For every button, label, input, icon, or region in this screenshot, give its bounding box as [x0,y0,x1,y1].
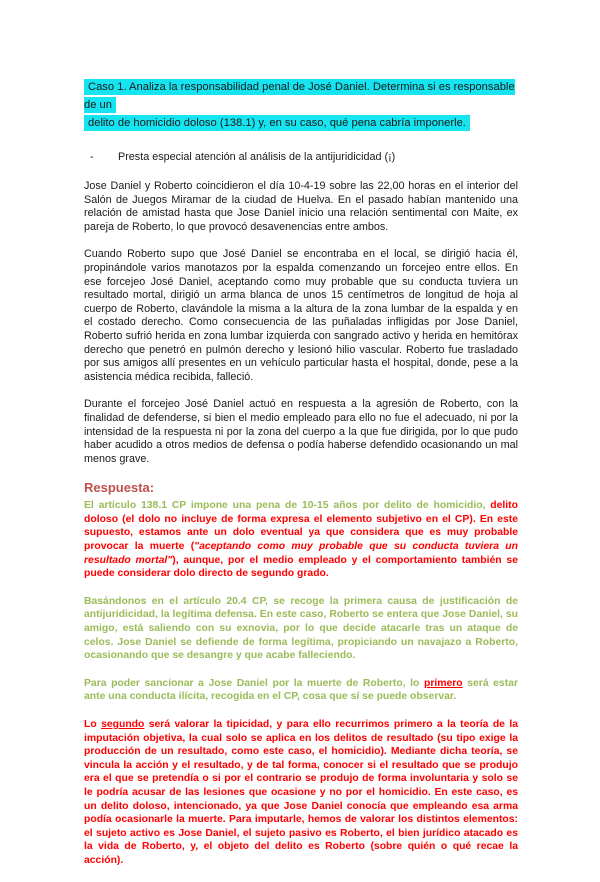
bullet-dash: - [90,151,94,163]
case-paragraph-2: Cuando Roberto supo que José Daniel se encontraba en el local, se dirigió hacia él, propinándole varios manotazos por la espalda comenzando un forcejeo entre ellos. En ese forcejeo José Daniel, aceptando como muy probable que su conducta tuviera un resultado mortal, dirigió un arma blanca de unos 15 centímetros de longitud de hoja al cuerpo de Roberto, clavándole la misma a la altura de la zona lumbar de la espalda y en el costado derecho. Como consecuencia de las puñaladas infligidas por Jose Daniel, Roberto sufrió herida en zona lumbar izquierda con sangrado activo y herida en hemitórax derecho que penetró en pulmón derecho y lesionó hilio vascular. Roberto fue trasladado por sus amigos allí presentes en un vehículo particular hasta el hospital, donde, pese a la asistencia médica recibida, falleció. [84,248,518,383]
answer-paragraph-4 [84,718,518,868]
document-page [84,78,518,882]
answer-paragraph-1 [84,499,518,581]
answer-4-post: será valorar la tipicidad, y para ello recurrimos primero a la teoría de la imputación objetiva, la cual solo se aplica en los delitos de resultado (su tipo exige la producción de un resultado, como este caso, el homicidio). Mediante dicha teoría, se vincula la acción y el resultado, y de tal forma, conocer si el resultado que se produjo era el que se pretendía o si por el contrario se produjo de forma involuntaria y solo se le podría acusar de las lesiones que ocasione y no por el homicidio. En este caso, es un delito doloso, intencionado, ya que Jose Daniel conocía que empleando esa arma podía ocasionarle la muerte. Para imputarle, hemos de valorar los distintos elementos: el sujeto activo es Jose Daniel, el sujeto pasivo es Roberto, el bien jurídico atacado es la vida de Roberto, y, el objeto del delito es Roberto (sobre quién o qué recae la acción). [84,719,518,866]
answer-paragraph-3 [84,677,518,704]
case-header [84,78,518,132]
case-paragraph-1: Jose Daniel y Roberto coincidieron el día 10-4-19 sobre las 22,00 horas en el interior del Salón de Juegos Miramar de la ciudad de Huelva. En el pasado habían mantenido una relación de amistad hasta que Jose Daniel inicio una relación sentimental con Maite, ex pareja de Roberto, lo que provocó desavenencias entre ambos. [84,180,518,233]
answer-1-red-text-end: ), aunque, por el medio empleado y el comportamiento también se puede considerar dolo directo de segundo grado. [84,554,518,580]
bullet-item [90,150,518,164]
answer-section [84,499,518,867]
answer-1-quote: "aceptando como muy probable que su conducta tuviera un resultado mortal" [84,541,518,566]
bullet-text: Presta especial atención al análisis de la antijuridicidad (¡) [118,151,396,163]
answer-1-red-text: delito doloso (el dolo no incluye de forma expresa el elemento subjetivo en el CP). En este supuesto, estamos ante un dolo eventual ya que considera que es muy probable provocar la muerte ( [84,500,518,553]
case-paragraph-3: Durante el forcejeo José Daniel actuó en respuesta a la agresión de Roberto, con la finalidad de defenderse, si bien el medio empleado para ello no fue el adecuado, ni por la intensidad de la respuesta ni por la zona del cuerpo a la que fue dirigida, por lo que pudo haber acudido a otros medios de defensa o podía haberse defendido ocasionando un mal menos grave. [84,398,518,465]
answer-title: Respuesta: [84,480,155,496]
case-header-line-2: delito de homicidio doloso (138.1) y, en su caso, qué pena cabría imponerle. [84,115,470,131]
answer-3-underlined: primero [423,677,463,689]
answer-1-green-text: El artículo 138.1 CP impone una pena de 10-15 años por delito de homicidio, [84,500,491,512]
case-header-line-1: Caso 1. Analiza la responsabilidad penal de José Daniel. Determina si es responsable de un [84,81,515,111]
answer-4-pre: Lo [84,719,102,730]
answer-3-post: será estar ante una conducta ilícita, recogida en el CP, cosa que sí se puede observar. [84,677,518,703]
answer-4-underlined: segundo [101,719,145,730]
answer-3-pre: Para poder sancionar a Jose Daniel por la muerte de Roberto, lo [84,677,424,689]
answer-paragraph-2: Basándonos en el artículo 20.4 CP, se recoge la primera causa de justificación de antijuridicidad, la legítima defensa. En este caso, Roberto se entera que Jose Daniel, su amigo, está saliendo con su exnovia, por lo que decide atacarle tras un ataque de celos. Jose Daniel se defiende de forma legítima, propiciando un navajazo a Roberto, ocasionando que se desangre y que acabe falleciendo. [84,595,518,662]
